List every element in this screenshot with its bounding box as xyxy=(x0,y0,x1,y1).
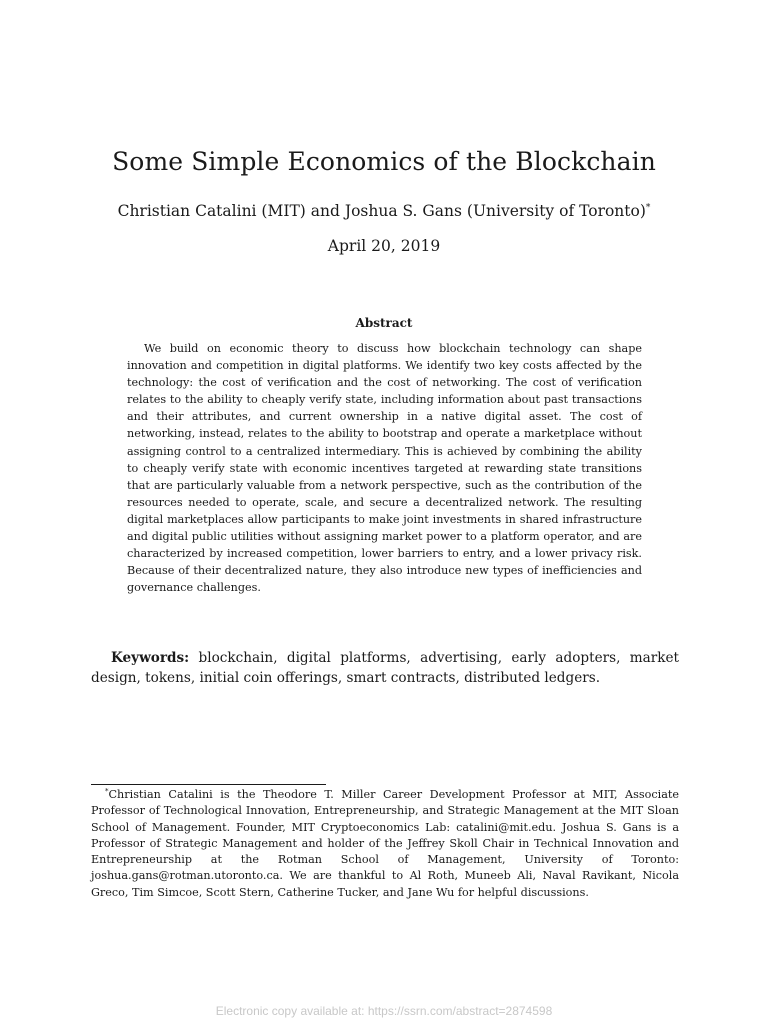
abstract-heading: Abstract xyxy=(355,316,413,330)
footnote-text: Christian Catalini is the Theodore T. Miller Career Development Professor at MIT, Associate Professor of Technological Innovation, Entrepreneurship, and Strategic Management at the MIT Sloan School of Management. Founder, MIT Cryptoeconomics Lab: catalini@mit.edu. Joshua S. Gans is a Professor of Strategic Management and holder of the Jeffrey Skoll Chair in Technical Innovation and Entrepreneurship at the Rotman School of Management, University of Toronto: joshua.gans@rotman.utoronto.ca. We are thankful to Al Roth, Muneeb Ali, Naval Ravikant, Nicola Greco, Tim Simcoe, Scott Stern, Catherine Tucker, and Jane Wu for helpful discussions. xyxy=(91,788,679,899)
keywords-text: blockchain, digital platforms, advertising, early adopters, market design, tokens, initial coin offerings, smart contracts, distributed ledgers. xyxy=(91,650,679,686)
footnote xyxy=(91,787,679,901)
abstract-body: We build on economic theory to discuss how blockchain technology can shape innovation and competition in digital platforms. We identify two key costs affected by the technology: the cost of verification and the cost of networking. The cost of verification relates to the ability to cheaply verify state, including information about past transactions and their attributes, and current ownership in a native digital asset. The cost of networking, instead, relates to the ability to bootstrap and operate a marketplace without assigning control to a centralized intermediary. This is achieved by combining the ability to cheaply verify state with economic incentives targeted at rewarding state transitions that are particularly valuable from a network perspective, such as the contribution of the resources needed to operate, scale, and secure a decentralized network. The resulting digital marketplaces allow participants to make joint investments in shared infrastructure and digital public utilities without assigning market power to a platform operator, and are characterized by increased competition, lower barriers to entry, and a lower privacy risk. Because of their decentralized nature, they also introduce new types of inefficiencies and governance challenges. xyxy=(127,342,642,595)
authors-text: Christian Catalini (MIT) and Joshua S. Gans (University of Toronto) xyxy=(117,202,646,220)
authors-footnote-mark: * xyxy=(645,202,651,213)
footnote-mark: * xyxy=(105,787,109,796)
paper-title: Some Simple Economics of the Blockchain xyxy=(112,147,656,176)
footnote-divider xyxy=(91,784,326,785)
electronic-copy-notice[interactable]: Electronic copy available at: https://ssrn.com/abstract=2874598 xyxy=(215,1004,553,1018)
paper-date: April 20, 2019 xyxy=(327,237,441,255)
paper-authors xyxy=(0,200,768,222)
keywords-label: Keywords: xyxy=(111,650,190,666)
keywords-paragraph xyxy=(91,649,679,688)
